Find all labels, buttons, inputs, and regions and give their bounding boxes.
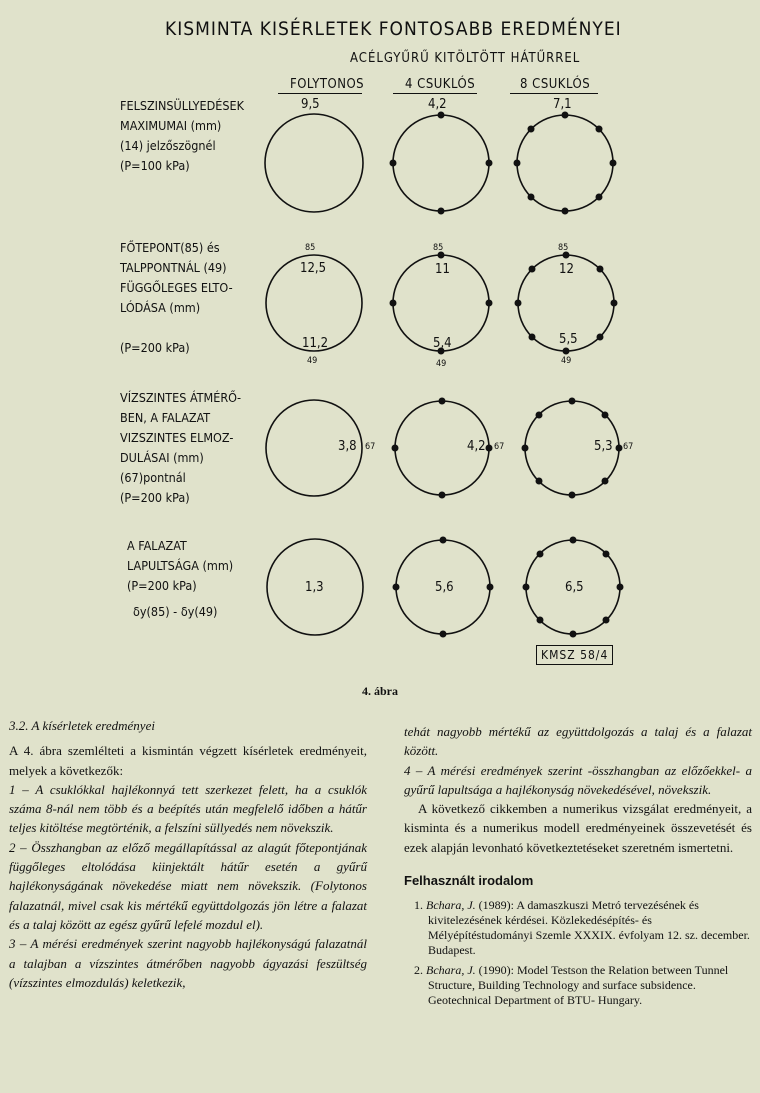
value-crown-4-hinged: 11 [435, 262, 450, 277]
hinge-dot [528, 194, 535, 201]
column-head-8-csuklos: 8 CSUKLÓS [520, 77, 591, 92]
hinge-dot [486, 445, 493, 452]
value-settlement-4-hinged: 4,2 [428, 97, 447, 112]
hinge-dot [529, 266, 536, 273]
right-text-column [404, 722, 752, 1013]
hinge-dot [529, 334, 536, 341]
hinge-dot [486, 160, 493, 167]
hinge-dot [390, 160, 397, 167]
figure-subtitle: ACÉLGYŰRŰ KITÖLTÖTT HÁTŰRREL [350, 51, 581, 66]
hinge-dot [562, 112, 569, 119]
value-horizontal-4-hinged: 4,2 [467, 439, 486, 454]
hinge-dot [439, 398, 446, 405]
hinge-dot [537, 551, 544, 558]
value-crown-continuous: 12,5 [300, 261, 327, 276]
closing-paragraph: A következő cikkemben a numerikus vizsgálat eredményeit, a kisminta és a numerikus modell eredményeinek összevetését és ezek alapján levonható következtetéseket szeretném ismertetni. [404, 801, 752, 855]
point-label-crown: 85 [558, 243, 569, 253]
reference-item: 1. Bchara, J. (1989): A damaszkuszi Metró tervezésének és kivitelezésének kérdései. Közlekedésépítés- és Mélyépítéstudományi Szemle XXXIX. évfolyam 12. sz. december. Budapest. [414, 898, 750, 958]
hinge-dot [537, 617, 544, 624]
value-invert-continuous: 11,2 [302, 336, 329, 351]
hinge-dot [438, 208, 445, 215]
hinge-dot [562, 208, 569, 215]
value-flattening-4-hinged: 5,6 [435, 580, 454, 595]
ring-continuous [265, 114, 363, 212]
hinge-dot [570, 631, 577, 638]
hinge-dot [569, 398, 576, 405]
hinge-dot [439, 492, 446, 499]
result-item: 1 – A csuklókkal hajlékonnyá tett szerkezet felett, ha a csuklók száma 8-nál nem több és a beépítés után megfelelő időben a hátűr teljes kitöltése megtörténik, a felszíni süllyedés nem növekszik. [9, 781, 367, 836]
hinge-dot [486, 300, 493, 307]
result-item: 2 – Összhangban az előző megállapítással az alagút főtepontjának függőleges eltolódása kiinjektált hátűr esetén a gyűrű hajlékonyságának növekedése miatt nem növekszik. (Folytonos falazatnál, mivel csak kis mértékű együttdolgozás jön létre a falazat és a talaj között az egész gyűrű lefelé mozdul el). [9, 839, 367, 932]
row-label-horizontal-displacement: VÍZSZINTES ÁTMÉRŐ- BEN, A FALAZAT VIZSZINTES ELMOZ- DULÁSAI (mm) (67)pontnál (P=200 kPa) [120, 390, 242, 505]
ring-4-hinged [393, 115, 489, 211]
hinge-dot [610, 160, 617, 167]
hinge-dot [440, 537, 447, 544]
value-horizontal-continuous: 3,8 [338, 439, 357, 454]
row-label-vertical-displacement: FŐTEPONT(85) és TALPPONTNÁL (49) FÜGGŐLEGES ELTO- LÓDÁSA (mm) (P=200 kPa) [120, 240, 233, 355]
hinge-dot [523, 584, 530, 591]
result-item: 4 – A mérési eredmények szerint -összhangban az előzőekkel- a gyűrű lapultsága a hajlékonyság növekedésével, növekszik. [404, 762, 752, 797]
hinge-dot [536, 412, 543, 419]
hinge-dot [611, 300, 618, 307]
hinge-dot [563, 348, 570, 355]
hinge-dot [515, 300, 522, 307]
hinge-dot [390, 300, 397, 307]
point-label-springline: 67 [494, 442, 505, 452]
left-text-column [9, 716, 367, 992]
value-flattening-continuous: 1,3 [305, 580, 324, 595]
result-item: 3 – A mérési eredmények szerint nagyobb hajlékonyságú falazatnál a talajban a vízszintes átmérőben nagyobb ágyazási feszültség (vízszintes elmozdulás) keletkezik, [9, 936, 367, 990]
point-label-invert: 49 [436, 359, 447, 369]
hinge-dot [440, 631, 447, 638]
figure-title: KISMINTA KISÉRLETEK FONTOSABB EREDMÉNYEI [165, 18, 622, 40]
point-label-springline: 67 [623, 442, 634, 452]
drawing-stamp: KMSZ 58/4 [536, 645, 613, 665]
point-label-springline: 67 [365, 442, 376, 452]
value-settlement-continuous: 9,5 [301, 97, 320, 112]
references-heading: Felhasznált irodalom [404, 873, 534, 889]
hinge-dot [392, 445, 399, 452]
hinge-dot [569, 492, 576, 499]
value-invert-4-hinged: 5,4 [433, 336, 452, 351]
hinge-dot [522, 445, 529, 452]
point-label-crown: 85 [305, 243, 316, 253]
value-horizontal-8-hinged: 5,3 [594, 439, 613, 454]
section-heading: 3.2. A kísérletek eredményei [9, 718, 155, 733]
hinge-dot [487, 584, 494, 591]
point-label-invert: 49 [307, 356, 318, 366]
hinge-dot [602, 478, 609, 485]
column-head-4-csuklos: 4 CSUKLÓS [405, 77, 476, 92]
hinge-dot [617, 584, 624, 591]
point-label-crown: 85 [433, 243, 444, 253]
hinge-dot [514, 160, 521, 167]
value-flattening-8-hinged: 6,5 [565, 580, 584, 595]
hinge-dot [596, 194, 603, 201]
value-settlement-8-hinged: 7,1 [553, 97, 572, 112]
hinge-dot [597, 266, 604, 273]
intro-paragraph: A 4. ábra szemlélteti a kismintán végzett kísérletek eredményeit, melyek a következők: [9, 743, 367, 778]
hinge-dot [602, 412, 609, 419]
row-label-flattening: A FALAZAT LAPULTSÁGA (mm) (P=200 kPa) δy(85) - δy(49) [127, 536, 233, 622]
point-label-invert: 49 [561, 356, 572, 366]
hinge-dot [603, 551, 610, 558]
hinge-dot [528, 126, 535, 133]
column-head-folytonos: FOLYTONOS [290, 77, 365, 92]
row-label-surface-settlement: FELSZINSÜLLYEDÉSEK MAXIMUMAI (mm) (14) jelzőszögnél (P=100 kPa) [120, 98, 244, 173]
hinge-dot [596, 126, 603, 133]
hinge-dot [570, 537, 577, 544]
hinge-dot [616, 445, 623, 452]
hinge-dot [536, 478, 543, 485]
hinge-dot [393, 584, 400, 591]
hinge-dot [597, 334, 604, 341]
reference-item: 2. Bchara, J. (1990): Model Testson the Relation between Tunnel Structure, Building Technology and surface subsidence. Geotechnical Department of BTU- Hungary. [414, 963, 729, 1008]
value-invert-8-hinged: 5,5 [559, 332, 578, 347]
value-crown-8-hinged: 12 [559, 262, 574, 277]
figure-caption: 4. ábra [362, 684, 398, 698]
hinge-dot [438, 112, 445, 119]
result-item-continuation: tehát nagyobb mértékű az együttdolgozás a talaj és a falazat között. [404, 724, 752, 759]
flattening-formula: δy(85) - δy(49) [133, 604, 218, 619]
hinge-dot [603, 617, 610, 624]
